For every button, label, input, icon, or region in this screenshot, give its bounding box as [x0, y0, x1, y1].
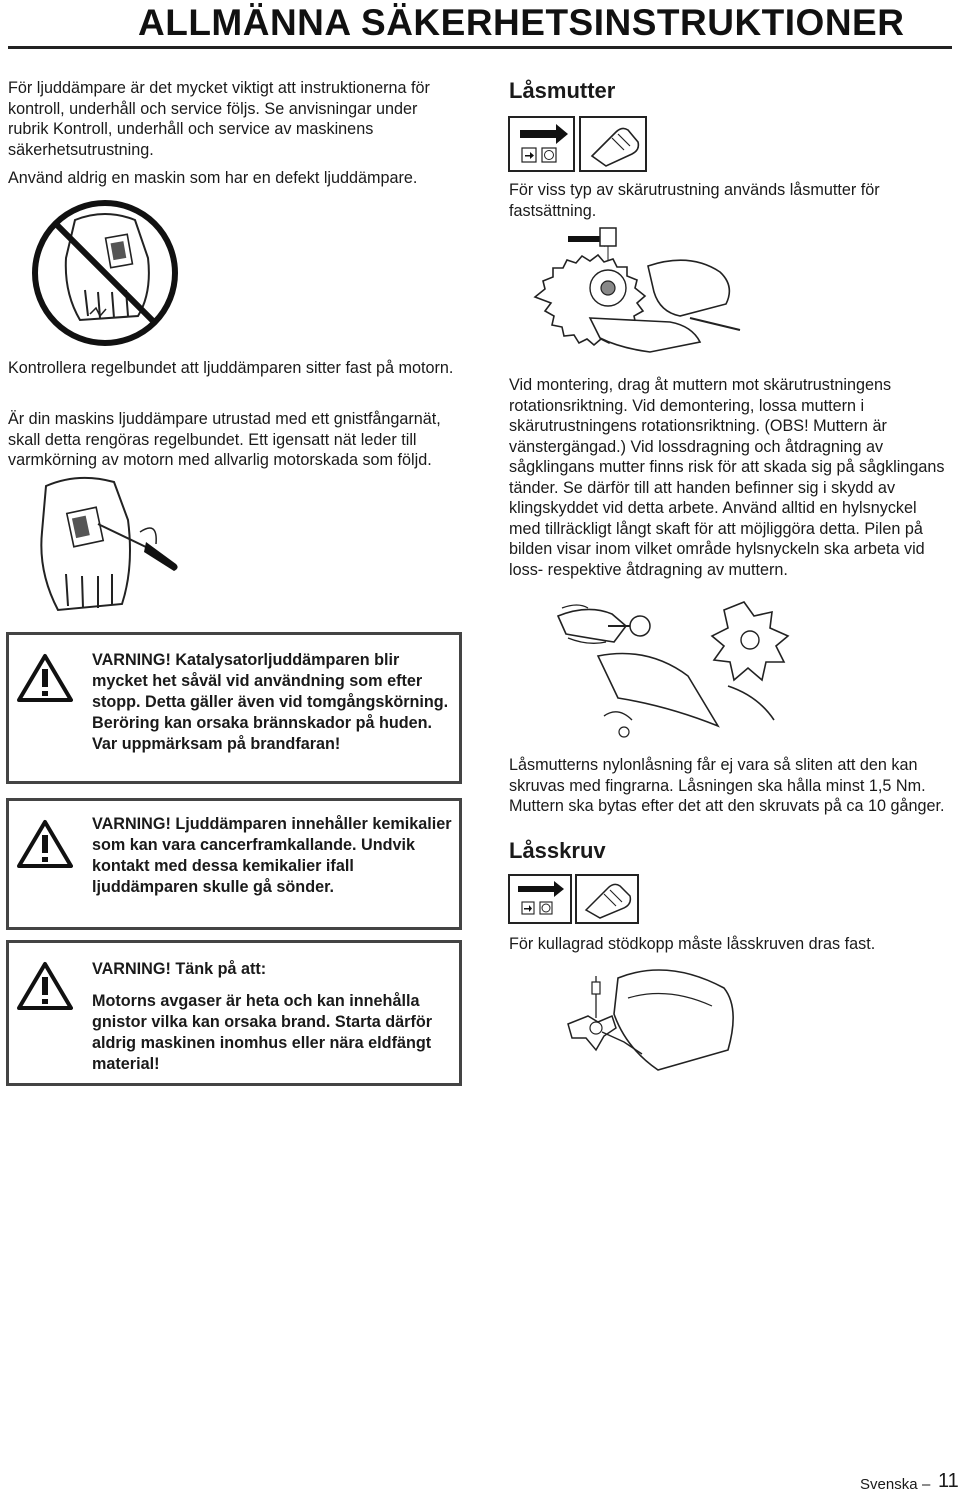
- lock-nut-heading: Låsmutter: [509, 78, 616, 103]
- warning-triangle-icon: [17, 961, 73, 1011]
- nylon-lock-text: Låsmutterns nylonlåsning får ej vara så sliten att den kan skruvas med fingrarna. Låsningen ska hålla minst 1,5 Nm. Muttern ska bytas efter det att den skruvats på ca 10 gånger.: [509, 756, 945, 815]
- footer-language: Svenska: [860, 1476, 918, 1493]
- warning-title-exhaust: VARNING! Tänk på att:: [92, 960, 267, 978]
- support-cup-illustration: [548, 958, 748, 1088]
- prohibited-muffler-illustration: [30, 198, 180, 348]
- warning-text-exhaust: Motorns avgaser är heta och kan innehålla gnistor vilka kan orsaka brand. Starta därför aldrig maskinen inomhus eller nära eldfängt material!: [92, 992, 433, 1073]
- warning-triangle-icon: [17, 653, 73, 703]
- warning-box-catalytic: [6, 632, 462, 784]
- lock-nut-intro-text: För viss typ av skärutrustning används låsmutter för fastsättning.: [509, 181, 880, 220]
- page-number: 11: [938, 1470, 959, 1492]
- warning-box-exhaust: [6, 940, 462, 1086]
- footer-separator: –: [922, 1476, 931, 1493]
- warning-text-catalytic: VARNING! Katalysatorljuddämparen blir mycket het såväl vid användning som efter stopp. Detta gäller även vid tomgångskörning. Beröring kan orsaka brännskador på huden. Var uppmärksam på brandfaran!: [92, 651, 449, 753]
- mounting-text: Vid montering, drag åt muttern mot skärutrustningens rotationsriktning. Vid demontering, lossa muttern i skärutrustningens rotationsriktning. (OBS! Muttern är vänstergängad.) Vid lossdragning och åtdragning av sågklingans mutter finns risk för att skada sig på sågklingans tänder. Se därför till att handen befinner sig i skydd av klingskyddet vid detta arbete. Använd alltid en hylsnyckel med tillräckligt långt skaft för att möjliggöra detta. Pilen på bilden visar inom vilket område hylsnyckeln ska arbeta vid loss- respektive åtdragning av muttern.: [509, 376, 945, 579]
- warning-triangle-icon: [17, 819, 73, 869]
- title-divider: [8, 46, 952, 49]
- socket-wrench-illustration: [548, 586, 808, 746]
- lock-screw-heading: Låsskruv: [509, 838, 606, 863]
- muffler-screwdriver-illustration: [28, 472, 188, 622]
- warning-box-chemicals: [6, 798, 462, 930]
- spark-screen-text: Är din maskins ljuddämpare utrustad med ett gnistfångarnät, skall detta rengöras regelbundet. Ett igensatt nät leder till varmkörning av motorn med allvarlig motorskada som följd.: [8, 410, 441, 469]
- warning-text-chemicals: VARNING! Ljuddämparen innehåller kemikalier som kan vara cancerframkallande. Undvik kontakt med dessa kemikalier ifall ljuddämparen skulle gå sönder.: [92, 815, 452, 896]
- check-muffler-text: Kontrollera regelbundet att ljuddämparen sitter fast på motorn.: [8, 359, 454, 377]
- never-use-text: Använd aldrig en maskin som har en defekt ljuddämpare.: [8, 169, 418, 187]
- page-title: ALLMÄNNA SÄKERHETSINSTRUKTIONER: [138, 2, 905, 43]
- muffler-intro-text: För ljuddämpare är det mycket viktigt att instruktionerna för kontroll, underhåll och service följs. Se anvisningar under rubrik Kontroll, underhåll och service av maskinens säkerhetsutrustning.: [8, 79, 430, 159]
- lock-screw-symbol-box: [508, 874, 640, 924]
- lock-screw-text: För kullagrad stödkopp måste låsskruven dras fast.: [509, 935, 876, 953]
- lock-nut-symbol-box: [508, 116, 648, 172]
- saw-blade-illustration: [530, 222, 750, 372]
